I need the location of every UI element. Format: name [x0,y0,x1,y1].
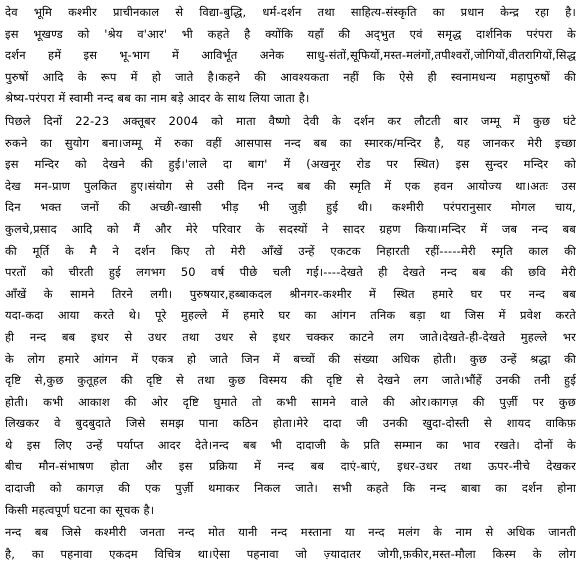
text-line: बीच मौन-संभाषण होता और इस प्रक्रिया में नन्द बब दाएं-बाएं, इधर-उधर तथा ऊपर-नीचे देखकर [5,459,576,474]
text-line: दर्शन हमें इस भू-भाग में आविर्भूत अनेक साधु-संतों,सूफियों,मस्त-मलंगों,तपीश्वरों,जोगियों,वीतरागियों,सिद्ध [5,48,576,63]
text-line: इस मन्दिर को देखने की हुई।'लाले दा बाग' में (अखनूर रोड पर स्थित) इस सुन्दर मन्दिर को [5,157,576,172]
text-line: श्रेष्य-परंपरा में स्वामी नन्द बब का नाम बड़े आदर के साथ लिया जाता है। [5,91,310,106]
paragraph-visit [5,111,576,521]
text-line: ही नन्द बब इधर से उधर तथा उधर से इधर चक्कर काटने लग जाते।देखते-ही-देखते मुहल्ले भर [5,329,576,344]
text-line: के लोग हमारे आंगन में एकत्र हो जाते जिन में बच्चों की संख्या अधिक होती। कुछ उन्हें श्रद्धा की [5,351,576,366]
paragraph-attire [5,522,576,565]
text-line: देख मन-प्राण पुलकित हुए।संयोग से उसी दिन नन्द बब की स्मृति में एक हवन आयोज्य था।अतः उस [5,178,576,193]
text-line: पिछले दिनों 22-23 अक्तूबर 2004 को माता वैष्णो देवी के दर्शन कर लौटती बार जम्मू में कुछ घंटे [5,113,576,128]
text-line: परतों को चीरती हुई लगभग 50 वर्ष पीछे चली गई।----देखते ही देखते नन्द बब की छवि मेरी [5,265,576,280]
text-line: दृष्टि से,कुछ कुतूहल की दृष्टि से तथा कुछ विस्मय की दृष्टि से देखने लग जाते।भौंहें उनकी तनी हुई [5,373,576,388]
text-line: होती। कभी आकाश की ओर दृष्टि घुमाते तो कभी सामने वाले की ओर।कागज़ की पुर्ज़ी पर कुछ [5,394,576,409]
text-line: इस भूखण्ड को 'श्रेय व'आर' भी कहते है क्योंकि यहाँ की अद्‌भुत एवं समृद्ध दार्शनिक परंपरा के [5,26,576,41]
text-line: लिखकर वे बुदबुदाते जिसे समझ पाना कठिन होता।मेरे दादा जी उनकी खुदा-दोस्ती से शायद वाकिफ़ [5,416,576,431]
text-line: पुरुषों आदि के रूप में हो जाते है।कहने की आवश्यकता नहीं कि ऐसे ही स्वनामधन्य महापुरुषों की [5,69,576,84]
text-line: थे इस लिए उन्हें पर्याप्त आदर देते।नन्द बब भी दादाजी के प्रति सम्मान का भाव रखते। दोनों के [5,437,576,452]
text-line: यदा-कदा आया करते थे। पूरे मुहल्ले में हमारे घर का आंगन तनिक बड़ा था जिस में प्रवेश करते [5,308,576,323]
text-line: देव भूमि कश्मीर प्राचीनकाल से विद्या-बुद्धि, धर्म-दर्शन तथा साहित्य-संस्कृति का प्रधान केन्द्र रहा है। [5,5,576,19]
text-line: नन्द बब जिसे कश्मीरी जनता नन्द मोत यानी नन्द मस्ताना या नन्द मलंग के नाम से अधिक जानती [5,525,576,540]
text-line: आँखें के सामने तिरने लगी। पुरुषयार,हब्बाकदल श्रीनगर-कश्मीर में स्थित हमारे घर पर नन्द बब [5,286,576,301]
text-line: दादाजी को कागज़ की एक पुर्ज़ी थमाकर निकल जाते। सभी कहते कि नन्द बाबा का दर्शन होना [5,481,576,496]
text-line: रुकने का सुयोग बना।जम्मू में रुका वहीं आसपास नन्द बब का स्मारक/मन्दिर है, यह जानकर मेरी इच्छा [5,135,576,150]
text-line: किसी महत्वपूर्ण घटना का सूचक है। [5,502,155,517]
paragraph-intro [5,2,576,110]
text-line: कुलचे,प्रसाद आदि को मैं और मेरे परिवार के सदस्यों ने सादर ग्रहण किया।मन्दिर में जब नन्द बब [5,221,576,236]
text-line: दिन भक्त जनों की अच्छी-खासी भीड़ भी जुड़ी हुई थी। कश्मीरी परंपरानुसार मोगल चाय, [5,200,576,215]
text-line: है, का पहनावा एकदम विचित्र था।ऐसा पहनावा जो ज़्यादातर जोगी,फ़कीर,मस्त-मौला किस्म के लोग [5,546,576,561]
text-line: की मूर्ति के मै ने दर्शन किए तो मेरी आँखें उन्हें एकटक निहारती रहीं-----मेरी स्मृति काल की [5,243,576,258]
